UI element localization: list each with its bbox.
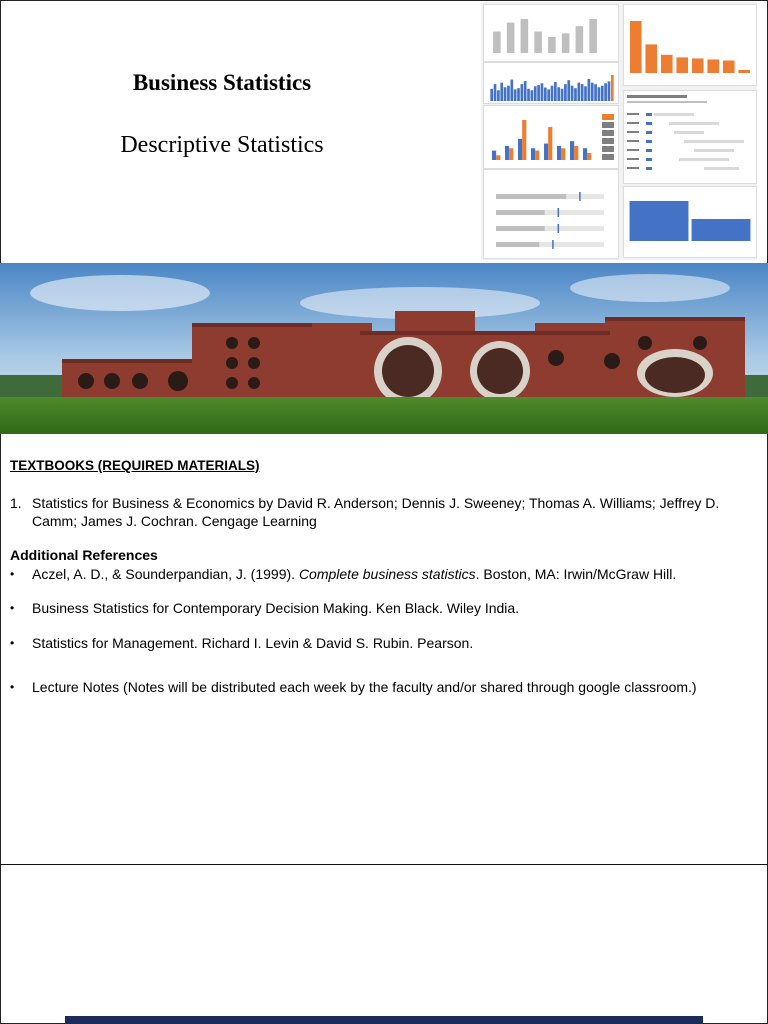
grouped-bar-series-1 (557, 146, 561, 160)
monthly-bar (500, 83, 503, 101)
count-bar (692, 58, 704, 73)
monthly-bar (524, 81, 527, 101)
monthly-bar (514, 89, 517, 101)
monthly-bar (611, 75, 614, 101)
monthly-bar (604, 83, 607, 101)
count-bar-chart (624, 5, 756, 85)
monthly-bar (504, 87, 507, 101)
grouped-bar-series-1 (544, 144, 548, 160)
reference-item-2 (10, 599, 750, 617)
count-chart-panel (623, 4, 757, 86)
grouped-bar-series-2 (587, 153, 591, 160)
bullet-bar (496, 194, 566, 199)
grouped-bar-series-2 (535, 151, 539, 160)
count-bar (630, 21, 642, 73)
bullet-bar (496, 226, 545, 231)
annual-bar (576, 26, 584, 53)
slicer-button (602, 146, 614, 152)
reference-item-1 (10, 565, 750, 583)
monthly-bar (510, 80, 513, 101)
grouped-bar-series-2 (496, 155, 500, 160)
monthly-bar (588, 79, 591, 101)
age-bar (630, 201, 689, 241)
age-bar (692, 219, 751, 241)
monthly-bar (517, 88, 520, 101)
monthly-bar (490, 89, 493, 101)
grouped-bar-series-1 (531, 148, 535, 160)
monthly-bar (571, 86, 574, 101)
monthly-bar (574, 88, 577, 101)
monthly-bar (577, 83, 580, 101)
grouped-bar-series-1 (583, 148, 587, 160)
grouped-bar-series-2 (548, 127, 552, 160)
grouped-bar-series-1 (570, 141, 574, 160)
bullet: • (10, 567, 15, 581)
monthly-bar (567, 80, 570, 101)
annual-bar (493, 32, 501, 53)
reference-item-3 (10, 634, 750, 652)
slide-subtitle: Descriptive Statistics (120, 132, 324, 158)
monthly-bar (537, 85, 540, 101)
reference-item-4 (10, 678, 750, 696)
monthly-bar (507, 86, 510, 101)
gantt-chart-panel (623, 90, 757, 184)
slicer-button (602, 114, 614, 120)
campus-building-image (0, 263, 768, 434)
bullet-bar (496, 242, 539, 247)
slicer-button (602, 130, 614, 136)
monthly-bar (527, 89, 530, 101)
slicer-button (602, 138, 614, 144)
monthly-bar (551, 86, 554, 101)
gantt-chart-icon (624, 91, 756, 183)
textbook-item-1 (10, 494, 750, 530)
monthly-bar (534, 86, 537, 101)
bullet-marker (558, 224, 560, 233)
slide-divider (0, 864, 768, 865)
monthly-bar (554, 82, 557, 101)
grouped-bar-series-1 (492, 151, 496, 160)
annual-bar (562, 33, 570, 53)
grouped-bar-series-2 (509, 148, 513, 160)
bullet-marker (558, 208, 560, 217)
monthly-bar (544, 88, 547, 101)
grouped-bar-series-1 (505, 146, 509, 160)
count-bar (723, 61, 735, 73)
age-bar-chart (624, 187, 756, 257)
reference-text: Lecture Notes (Notes will be distributed each week by the faculty and/or shared through google classroom.) (32, 679, 697, 695)
monthly-bar (584, 86, 587, 101)
monthly-bar (581, 84, 584, 101)
grouped-bar-series-1 (518, 139, 522, 160)
annual-bar (507, 23, 515, 53)
footer-bar (65, 1016, 703, 1024)
annual-bar (548, 37, 556, 53)
monthly-bar (520, 84, 523, 101)
reference-text: Aczel, A. D., & Sounderpandian, J. (1999). Complete business statistics. Boston, MA: Irwin/McGraw Hill. (32, 566, 677, 582)
monthly-bar (594, 84, 597, 101)
monthly-bar (497, 90, 500, 101)
bullet-chart-panel (483, 169, 619, 259)
annual-chart-panel (483, 4, 619, 62)
monthly-bar (598, 87, 601, 101)
monthly-bar-chart (484, 63, 618, 103)
additional-references-heading: Additional References (10, 547, 158, 563)
bullet-bar (496, 210, 545, 215)
age-chart-panel (623, 186, 757, 258)
monthly-bar (547, 89, 550, 101)
grouped-bar-chart (484, 106, 618, 168)
annual-bar (589, 19, 597, 53)
count-bar (676, 57, 688, 73)
monthly-bar (494, 84, 497, 101)
monthly-bar (531, 90, 534, 101)
bullet: • (10, 601, 15, 615)
count-bar (738, 70, 750, 73)
bullet: • (10, 636, 15, 650)
annual-bar (534, 32, 542, 53)
reference-text: Statistics for Management. Richard I. Levin & David S. Rubin. Pearson. (32, 635, 474, 651)
slide-title: Business Statistics (132, 70, 312, 95)
bullet-bar-chart (484, 170, 618, 258)
count-bar (645, 44, 657, 73)
monthly-bar (601, 86, 604, 101)
monthly-bar (557, 87, 560, 101)
bullet-marker (579, 192, 581, 201)
textbooks-heading: TEXTBOOKS (REQUIRED MATERIALS) (10, 458, 260, 473)
monthly-chart-panel (483, 62, 619, 104)
monthly-bar (608, 81, 611, 101)
list-number: 1. (10, 495, 22, 511)
grouped-chart-panel (483, 105, 619, 169)
dashboard-image (481, 2, 757, 260)
bullet: • (10, 680, 15, 694)
bullet-marker (552, 240, 554, 249)
monthly-bar (541, 83, 544, 101)
reference-text: Business Statistics for Contemporary Decision Making. Ken Black. Wiley India. (32, 600, 520, 616)
count-bar (707, 59, 719, 73)
reference-italic-title: Complete business statistics (298, 566, 476, 582)
monthly-bar (591, 83, 594, 101)
count-bar (661, 55, 673, 73)
campus-photo (0, 263, 768, 434)
slicer-button (602, 122, 614, 128)
annual-bar-chart (484, 5, 618, 61)
monthly-bar (561, 89, 564, 101)
grouped-bar-series-2 (574, 146, 578, 160)
grouped-bar-series-2 (522, 120, 526, 160)
annual-bar (521, 19, 529, 53)
textbook-text: Statistics for Business & Economics by David R. Anderson; Dennis J. Sweeney; Thomas A. Williams; Jeffrey D. Camm; James J. Cochran. Cengage Learning (32, 495, 720, 529)
monthly-bar (564, 84, 567, 101)
grouped-bar-series-2 (561, 148, 565, 160)
slicer-button (602, 154, 614, 160)
